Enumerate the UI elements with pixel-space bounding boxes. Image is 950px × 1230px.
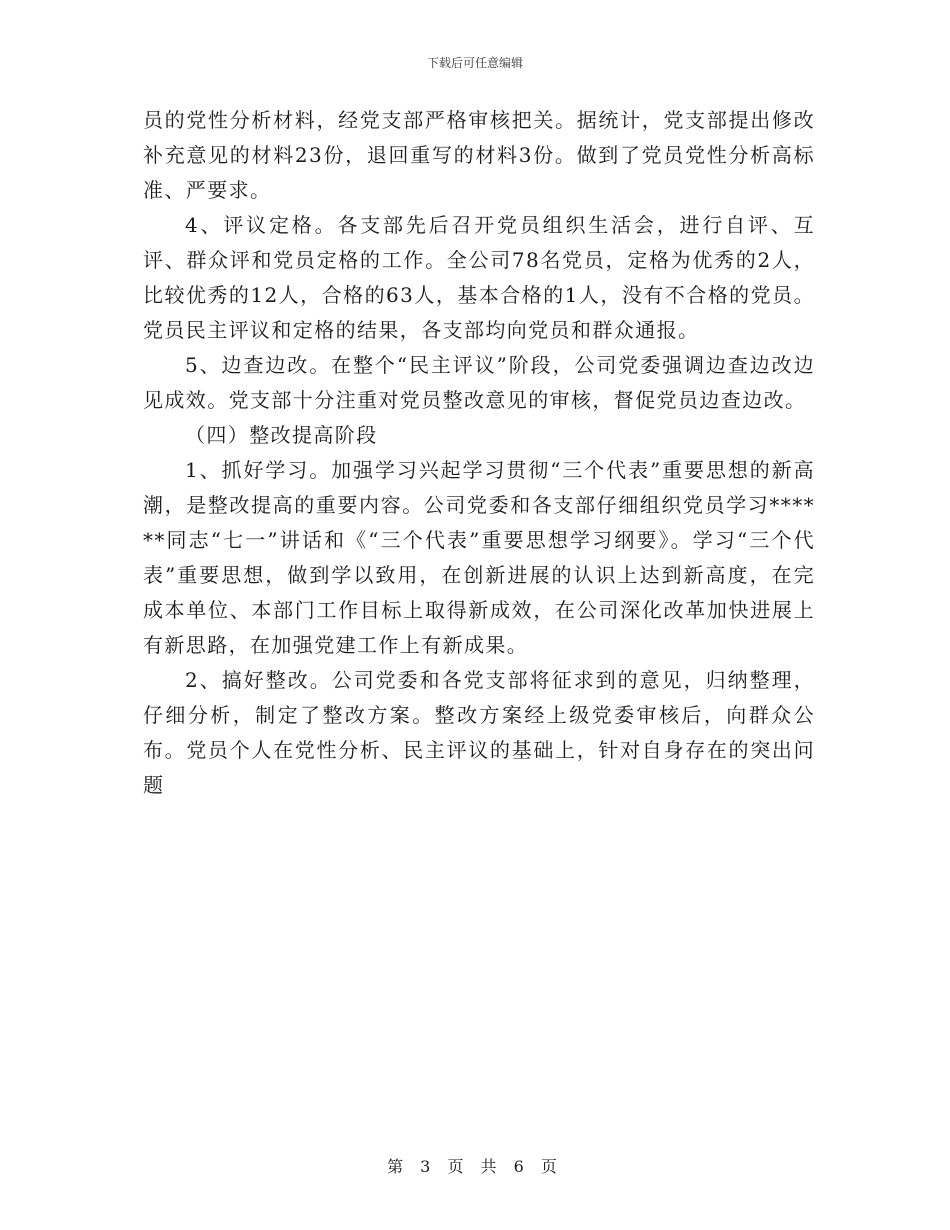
page-header-note: 下载后可任意编辑 bbox=[426, 56, 523, 70]
section-heading-4: （四）整改提高阶段 bbox=[185, 423, 378, 447]
paragraph-item-5: 5、边查边改。在整个“民主评议”阶段，公司党委强调边查边改边见成效。党支部十分注重对党员整改意见的审核，督促党员边查边改。 bbox=[143, 353, 815, 412]
page-number: 第 3 页 共 6 页 bbox=[387, 1157, 563, 1176]
paragraph-continuation: 员的党性分析材料，经党支部严格审核把关。据统计，党支部提出修改补充意见的材料23份，退回重写的材料3份。做到了党员党性分析高标准、严要求。 bbox=[143, 108, 815, 202]
paragraph-rectify: 2、搞好整改。公司党委和各党支部将征求到的意见，归纳整理，仔细分析，制定了整改方案。整改方案经上级党委审核后，向群众公布。党员个人在党性分析、民主评议的基础上，针对自身存在的突出问题 bbox=[143, 668, 815, 797]
document-body bbox=[143, 103, 815, 803]
paragraph-item-4: 4、评议定格。各支部先后召开党员组织生活会，进行自评、互评、群众评和党员定格的工作。全公司78名党员，定格为优秀的2人，比较优秀的12人，合格的63人，基本合格的1人，没有不合格的党员。党员民主评议和定格的结果，各支部均向党员和群众通报。 bbox=[143, 213, 815, 342]
paragraph-study: 1、抓好学习。加强学习兴起学习贯彻“三个代表”重要思想的新高潮，是整改提高的重要内容。公司党委和各支部仔细组织党员学习******同志“七一”讲话和《“三个代表”重要思想学习纲要》。学习“三个代表”重要思想，做到学以致用，在创新进展的认识上达到新高度，在完成本单位、本部门工作目标上取得新成效，在公司深化改革加快进展上有新思路，在加强党建工作上有新成果。 bbox=[143, 458, 815, 657]
